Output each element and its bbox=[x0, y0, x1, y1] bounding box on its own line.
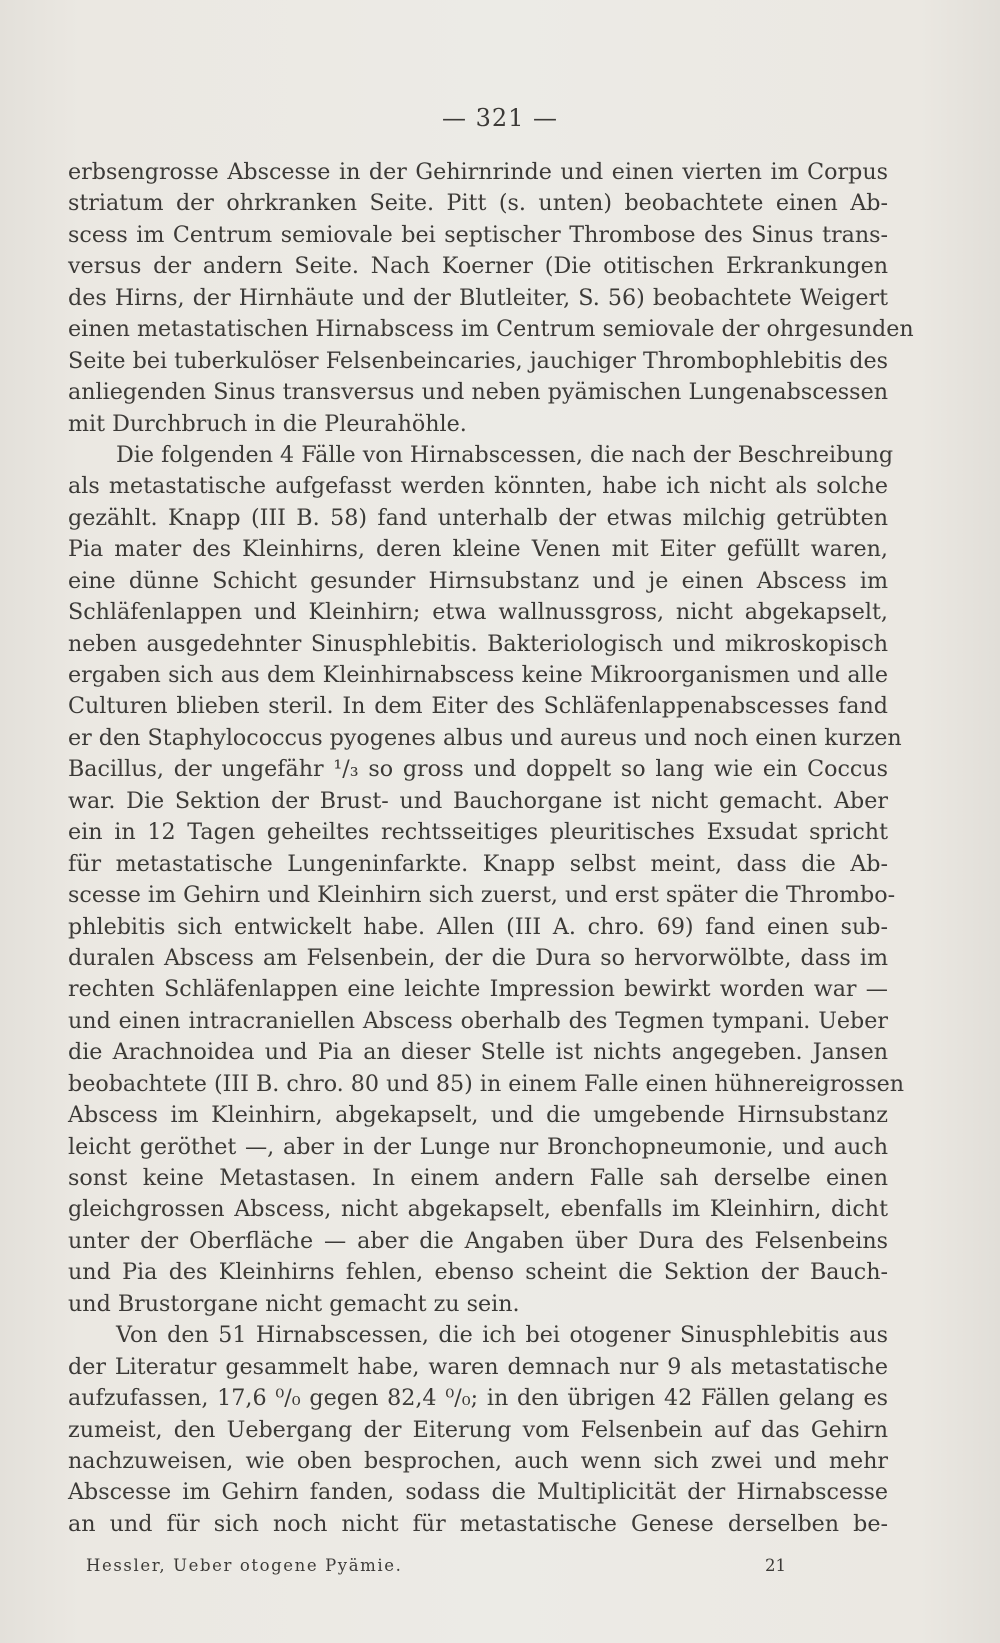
text-line: Abscesse im Gehirn fanden, sodass die Multiplicität der Hirnabscesse bbox=[68, 1479, 888, 1506]
text-line: für metastatische Lungeninfarkte. Knapp selbst meint, dass die Ab- bbox=[68, 850, 888, 877]
text-line: und Brustorgane nicht gemacht zu sein. bbox=[68, 1290, 520, 1317]
text-line: aufzufassen, 17,6 ⁰/₀ gegen 82,4 ⁰/₀; in den übrigen 42 Fällen gelang es bbox=[68, 1385, 888, 1412]
text-line: beobachtete (III B. chro. 80 und 85) in einem Falle einen hühnereigrossen bbox=[68, 1070, 904, 1097]
text-line: mit Durchbruch in die Pleurahöhle. bbox=[68, 410, 467, 437]
text-line: und Pia des Kleinhirns fehlen, ebenso scheint die Sektion der Bauch- bbox=[68, 1259, 888, 1286]
text-line: einen metastatischen Hirnabscess im Centrum semiovale der ohrgesunden bbox=[68, 316, 914, 343]
text-line: als metastatische aufgefasst werden könnten, habe ich nicht als solche bbox=[68, 473, 888, 500]
text-line: unter der Oberfläche — aber die Angaben über Dura des Felsenbeins bbox=[68, 1227, 888, 1254]
text-line: striatum der ohrkranken Seite. Pitt (s. unten) beobachtete einen Ab- bbox=[68, 190, 888, 217]
text-line: Culturen blieben steril. In dem Eiter des Schläfenlappenabscesses fand bbox=[68, 693, 888, 720]
text-line: Pia mater des Kleinhirns, deren kleine Venen mit Eiter gefüllt waren, bbox=[68, 536, 888, 563]
text-line: scesse im Gehirn und Kleinhirn sich zuerst, und erst später die Thrombo- bbox=[68, 882, 896, 909]
text-line: Abscess im Kleinhirn, abgekapselt, und die umgebende Hirnsubstanz bbox=[68, 1102, 888, 1129]
text-line: und einen intracraniellen Abscess oberhalb des Tegmen tympani. Ueber bbox=[68, 1007, 888, 1034]
text-line: an und für sich noch nicht für metastatische Genese derselben be- bbox=[68, 1510, 888, 1537]
text-line: versus der andern Seite. Nach Koerner (Die otitischen Erkrankungen bbox=[68, 253, 888, 280]
text-line: scess im Centrum semiovale bei septischer Thrombose des Sinus trans- bbox=[68, 221, 888, 248]
text-line: sonst keine Metastasen. In einem andern Falle sah derselbe einen bbox=[68, 1165, 888, 1191]
text-line: neben ausgedehnter Sinusphlebitis. Bakteriologisch und mikroskopisch bbox=[68, 630, 888, 657]
text-line: er den Staphylococcus pyogenes albus und aureus und noch einen kurzen bbox=[68, 724, 902, 751]
text-line: Schläfenlappen und Kleinhirn; etwa wallnussgross, nicht abgekapselt, bbox=[68, 599, 888, 626]
text-line: Bacillus, der ungefähr ¹/₃ so gross und doppelt so lang wie ein Coccus bbox=[68, 756, 888, 783]
text-line: war. Die Sektion der Brust- und Bauchorgane ist nicht gemacht. Aber bbox=[68, 787, 888, 814]
text-line: anliegenden Sinus transversus und neben pyämischen Lungenabscessen bbox=[68, 379, 888, 406]
text-line: Die folgenden 4 Fälle von Hirnabscessen, die nach der Beschreibung bbox=[116, 441, 894, 468]
text-line: rechten Schläfenlappen eine leichte Impression bewirkt worden war — bbox=[68, 976, 888, 1003]
footer-author-title: Hessler, Ueber otogene Pyämie. bbox=[86, 1556, 403, 1575]
text-line: duralen Abscess am Felsenbein, der die Dura so hervorwölbte, dass im bbox=[68, 944, 888, 971]
text-line: des Hirns, der Hirnhäute und der Blutleiter, S. 56) beobachtete Weigert bbox=[68, 284, 888, 311]
text-line: ergaben sich aus dem Kleinhirnabscess keine Mikroorganismen und alle bbox=[68, 662, 888, 688]
footer-signature-mark: 21 bbox=[765, 1556, 786, 1575]
text-line: nachzuweisen, wie oben besprochen, auch wenn sich zwei und mehr bbox=[68, 1447, 888, 1474]
text-line: eine dünne Schicht gesunder Hirnsubstanz und je einen Abscess im bbox=[68, 567, 888, 594]
text-line: gleichgrossen Abscess, nicht abgekapselt, ebenfalls im Kleinhirn, dicht bbox=[68, 1196, 888, 1223]
text-line: Seite bei tuberkulöser Felsenbeincaries, jauchiger Thrombophlebitis des bbox=[68, 347, 888, 374]
text-line: phlebitis sich entwickelt habe. Allen (III A. chro. 69) fand einen sub- bbox=[68, 913, 888, 940]
page-footer bbox=[86, 1556, 786, 1575]
page-number: — 321 — bbox=[441, 104, 559, 132]
text-line: erbsengrosse Abscesse in der Gehirnrinde und einen vierten im Corpus bbox=[68, 159, 888, 185]
text-line: Von den 51 Hirnabscessen, die ich bei otogener Sinusphlebitis aus bbox=[116, 1322, 888, 1349]
text-line: leicht geröthet —, aber in der Lunge nur Bronchopneumonie, und auch bbox=[68, 1133, 888, 1160]
text-line: ein in 12 Tagen geheiltes rechtsseitiges pleuritisches Exsudat spricht bbox=[68, 819, 888, 846]
text-line: zumeist, den Uebergang der Eiterung vom Felsenbein auf das Gehirn bbox=[68, 1416, 888, 1443]
text-line: der Literatur gesammelt habe, waren demnach nur 9 als metastatische bbox=[68, 1353, 888, 1380]
text-line: gezählt. Knapp (III B. 58) fand unterhalb der etwas milchig getrübten bbox=[68, 504, 888, 531]
body-text bbox=[68, 157, 914, 1540]
text-line: die Arachnoidea und Pia an dieser Stelle ist nichts angegeben. Jansen bbox=[68, 1039, 888, 1066]
